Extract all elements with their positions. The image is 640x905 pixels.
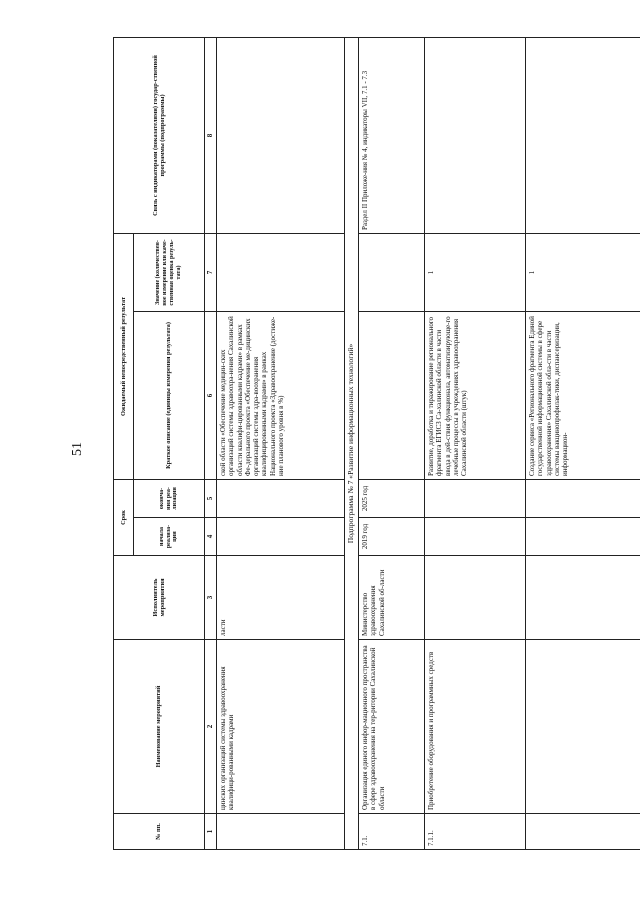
row-num [217, 814, 345, 850]
table-row [526, 37, 640, 849]
column-number: 1 [205, 814, 217, 850]
row-executor: Министерство здравоохранения Сахалинской об-ласти [359, 556, 425, 640]
header-num: № пп. [114, 814, 205, 850]
header-value: Значение (количествен-ное измерение или каче-ственная оценка резуль-тата) [134, 233, 205, 311]
row-end [425, 479, 526, 517]
rotated-table-wrapper [113, 38, 640, 850]
row-name: цинских организаций системы здравоохранения квалифици-рованными кадрами [217, 640, 345, 814]
row-num: 7.1. [359, 814, 425, 850]
row-value: 1 [425, 233, 526, 311]
row-start [526, 518, 640, 556]
table-row [425, 37, 526, 849]
row-executor [425, 556, 526, 640]
table-row [359, 37, 425, 849]
row-desc: Создание сервиса «Регионального фрагмента Единой государственной информационной системы в сфере здравоохранения» Сахалинской обла-сти в части системы вакцинопрофилак-тики, диспансеризации, информацион- [526, 311, 640, 479]
header-name: Наименование мероприятий [114, 640, 205, 814]
section-title: Подпрограмма № 7 «Развитие информационных технологий» [345, 37, 359, 849]
row-name: Приобретение оборудования и программных средств [425, 640, 526, 814]
row-desc: Развитие, доработка и тиражирование регионального фрагмента ЕГИСЗ Са-халинской области в части ввода в дей-ствия функционала, автоматизирующе-го лечебные процессы в учреждениях здравоохранения Сахалинской области (штук) [425, 311, 526, 479]
row-value [217, 233, 345, 311]
row-end: 2025 год [359, 479, 425, 517]
column-number: 5 [205, 479, 217, 517]
row-end [526, 479, 640, 517]
row-name [526, 640, 640, 814]
table-row [217, 37, 345, 849]
row-num [526, 814, 640, 850]
row-link [425, 37, 526, 233]
column-number: 6 [205, 311, 217, 479]
header-executor: Исполнитель мероприятия [114, 556, 205, 640]
row-desc [359, 311, 425, 479]
column-number: 8 [205, 37, 217, 233]
row-start [425, 518, 526, 556]
row-executor: ласти [217, 556, 345, 640]
row-link [526, 37, 640, 233]
page-number: 51 [70, 442, 85, 456]
header-short-desc: Краткое описание (единицы измерения результата) [134, 311, 205, 479]
header-expected: Ожидаемый непосредственный результат [114, 233, 134, 479]
header-term: Срок [114, 479, 134, 555]
row-end [217, 479, 345, 517]
row-num: 7.1.1. [425, 814, 526, 850]
row-start: 2019 год [359, 518, 425, 556]
row-link [217, 37, 345, 233]
column-number: 7 [205, 233, 217, 311]
row-name: Организация единого инфор-мационного пространства в сфере здравоохранения на тер-ритории Сахалинской области [359, 640, 425, 814]
row-executor [526, 556, 640, 640]
row-start [217, 518, 345, 556]
column-number: 2 [205, 640, 217, 814]
column-number: 4 [205, 518, 217, 556]
header-term-end: оконча-ния реа-лизации [134, 479, 205, 517]
header-term-start: начала реализа-ции [134, 518, 205, 556]
row-value: 1 [526, 233, 640, 311]
column-number: 3 [205, 556, 217, 640]
row-link: Раздел II Приложе-ния № 4, индикаторы VII, 7.1 - 7.3 [359, 37, 425, 233]
row-value [359, 233, 425, 311]
row-desc: ской области «Обеспечение медицин-ских организаций системы здравоохра-нения Сахалинской области квалифи-цированными кадрами» в рамках Фе-дерального проекта «Обеспечение ме-дицинских организаций системы здра-воохранения квалифицированными кадрами» в рамках Национального проекта «Здравоохранение (достиже-ние планового уровня в %) [217, 311, 345, 479]
header-link: Связь с индикаторами (показателями) государ-ственной программы (подпрограммы) [114, 37, 205, 233]
plan-table [113, 37, 640, 850]
